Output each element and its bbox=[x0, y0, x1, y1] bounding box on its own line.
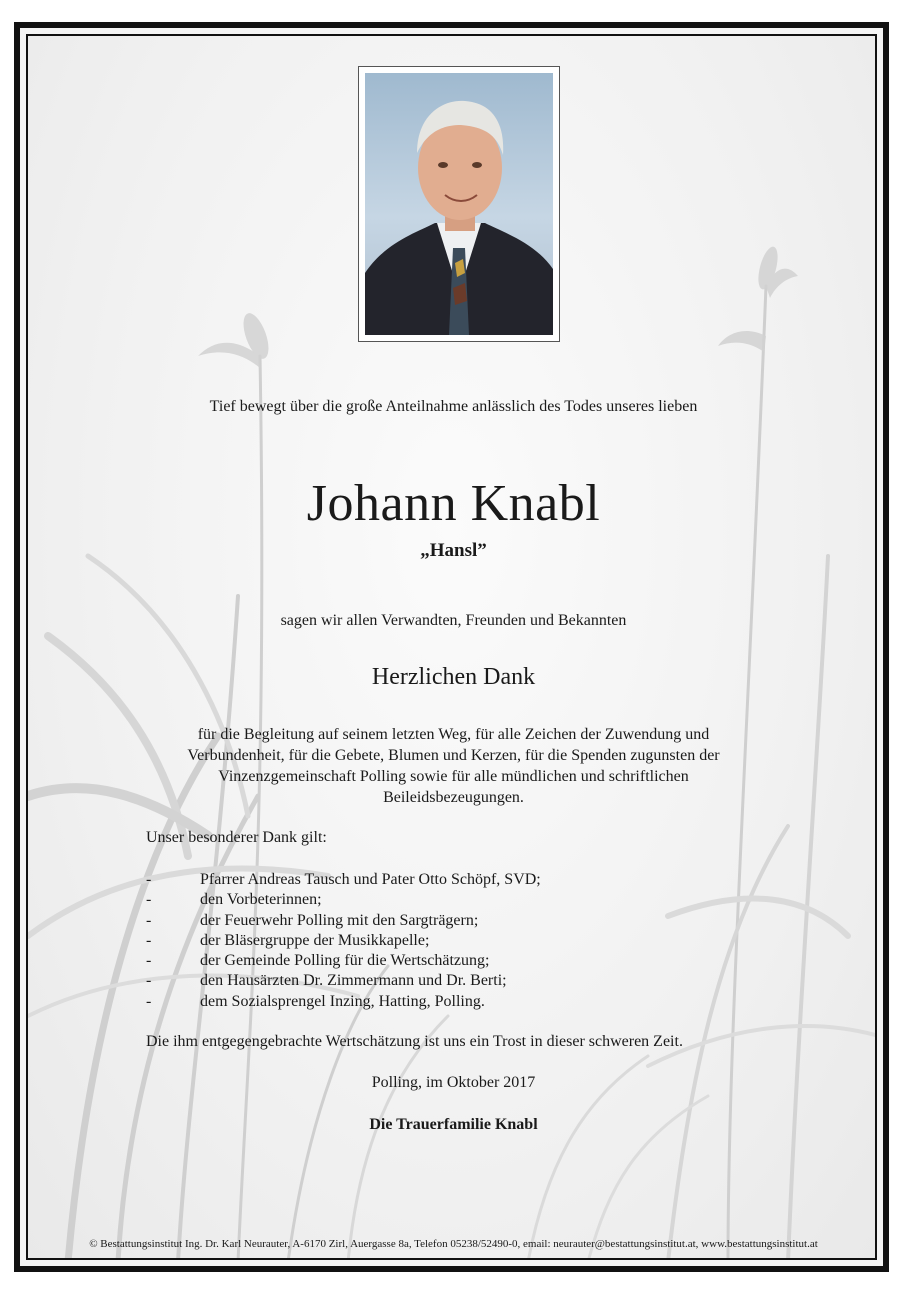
list-bullet: - bbox=[146, 911, 152, 929]
list-item bbox=[146, 890, 541, 910]
list-bullet: - bbox=[146, 931, 152, 949]
list-item-text: der Bläsergruppe der Musikkapelle; bbox=[200, 931, 430, 949]
paragraph-line: Vinzenzgemeinschaft Polling sowie für alle mündlichen und schriftlichen bbox=[218, 768, 689, 785]
paragraph-line: für die Begleitung auf seinem letzten Weg, für alle Zeichen der Zuwendung und bbox=[197, 726, 710, 743]
thanks-line: sagen wir allen Verwandten, Freunden und Bekannten bbox=[280, 612, 627, 629]
list-item-text: der Feuerwehr Polling mit den Sargträgern; bbox=[200, 911, 479, 929]
portrait-frame bbox=[358, 66, 560, 342]
portrait-illustration bbox=[365, 73, 553, 335]
closing-sentence: Die ihm entgegengebrachte Wertschätzung ist uns ein Trost in dieser schweren Zeit. bbox=[146, 1033, 683, 1050]
list-item bbox=[146, 951, 541, 971]
portrait-photo bbox=[365, 73, 553, 335]
list-item bbox=[146, 992, 541, 1012]
list-item bbox=[146, 911, 541, 931]
footer-copyright: © Bestattungsinstitut Ing. Dr. Karl Neurauter, A-6170 Zirl, Auergasse 8a, Telefon 05238/52490-0, email: neurauter@bestattungsinstitut.at, www.bestattungsinstitut.at bbox=[89, 1238, 818, 1250]
list-item-text: den Vorbeterinnen; bbox=[200, 891, 322, 909]
list-bullet: - bbox=[146, 992, 152, 1010]
list-bullet: - bbox=[146, 891, 152, 909]
list-item bbox=[146, 870, 541, 890]
list-item-text: der Gemeinde Polling für die Wertschätzung; bbox=[200, 952, 490, 970]
list-item-text: den Hausärzten Dr. Zimmermann und Dr. Berti; bbox=[200, 972, 507, 990]
list-item bbox=[146, 931, 541, 951]
list-item-text: dem Sozialsprengel Inzing, Hatting, Polling. bbox=[200, 992, 485, 1010]
place-date: Polling, im Oktober 2017 bbox=[371, 1074, 536, 1091]
intro-text: Tief bewegt über die große Anteilnahme anlässlich des Todes unseres lieben bbox=[209, 398, 698, 415]
list-item-text: Pfarrer Andreas Tausch und Pater Otto Schöpf, SVD; bbox=[200, 871, 541, 888]
deceased-nickname: „Hansl” bbox=[420, 540, 487, 561]
thanks-paragraph bbox=[138, 724, 769, 808]
deceased-name: Johann Knabl bbox=[306, 475, 601, 532]
signature: Die Trauerfamilie Knabl bbox=[369, 1116, 538, 1133]
list-bullet: - bbox=[146, 972, 152, 990]
special-thanks-label: Unser besonderer Dank gilt: bbox=[146, 829, 327, 846]
paragraph-line: Verbundenheit, für die Gebete, Blumen und Kerzen, für die Spenden zugunsten der bbox=[187, 747, 720, 764]
paragraph-line: Beileidsbezeugungen. bbox=[383, 789, 524, 806]
list-item bbox=[146, 971, 541, 991]
notice-card bbox=[26, 34, 877, 1260]
list-bullet: - bbox=[146, 871, 152, 888]
list-bullet: - bbox=[146, 952, 152, 970]
special-thanks-list bbox=[146, 870, 541, 1012]
thanks-heading: Herzlichen Dank bbox=[371, 664, 536, 690]
